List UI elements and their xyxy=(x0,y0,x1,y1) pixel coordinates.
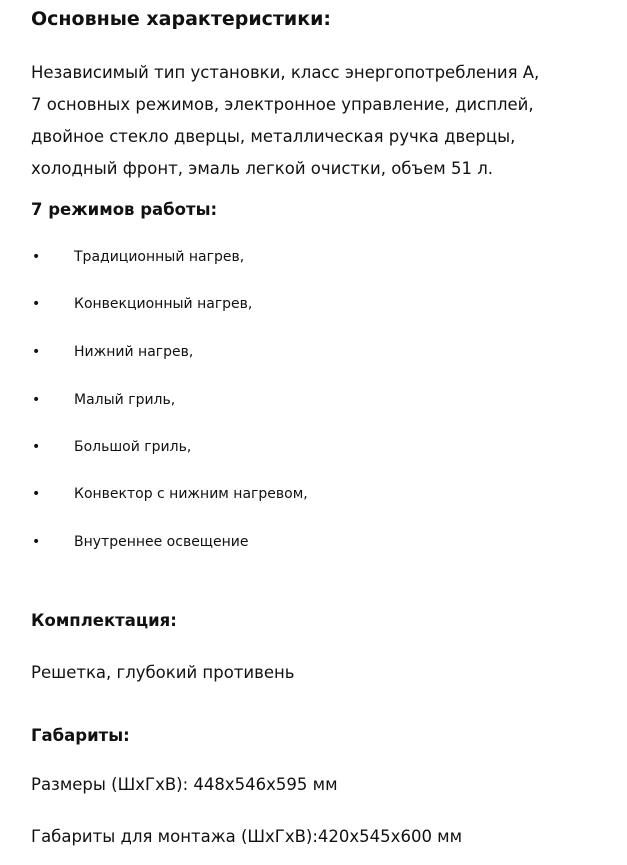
description-line: Независимый тип установки, класс энергопотребления А, xyxy=(31,63,540,82)
description-line: двойное стекло дверцы, металлическая ручка дверцы, xyxy=(31,127,516,146)
bullet-icon: • xyxy=(32,392,41,408)
list-item-label: Малый гриль, xyxy=(74,392,176,408)
description-line: 7 основных режимов, электронное управление, дисплей, xyxy=(31,95,534,114)
package-text: Решетка, глубокий противень xyxy=(31,663,295,682)
bullet-icon: • xyxy=(32,344,41,360)
main-heading: Основные характеристики: xyxy=(31,8,332,30)
list-item xyxy=(0,342,627,362)
package-heading: Комплектация: xyxy=(31,611,177,630)
list-item-label: Внутреннее освещение xyxy=(74,534,249,550)
bullet-icon: • xyxy=(32,486,41,502)
list-item-label: Конвектор с нижним нагревом, xyxy=(74,486,308,502)
dimensions-heading: Габариты: xyxy=(31,726,130,745)
list-item xyxy=(0,294,627,314)
list-item xyxy=(0,390,627,410)
list-item xyxy=(0,532,627,552)
bullet-icon: • xyxy=(32,296,41,312)
modes-heading: 7 режимов работы: xyxy=(31,200,218,219)
description xyxy=(31,57,621,185)
list-item-label: Большой гриль, xyxy=(74,439,192,455)
list-item-label: Традиционный нагрев, xyxy=(74,249,245,265)
list-item xyxy=(0,437,627,457)
bullet-icon: • xyxy=(32,534,41,550)
bullet-icon: • xyxy=(32,249,41,265)
list-item-label: Конвекционный нагрев, xyxy=(74,296,253,312)
bullet-icon: • xyxy=(32,439,41,455)
dimensions-size: Размеры (ШхГхВ): 448x546x595 мм xyxy=(31,775,338,794)
dimensions-mounting: Габариты для монтажа (ШхГхВ):420x545x600 мм xyxy=(31,827,463,846)
list-item xyxy=(0,484,627,504)
description-line: холодный фронт, эмаль легкой очистки, объем 51 л. xyxy=(31,159,494,178)
list-item-label: Нижний нагрев, xyxy=(74,344,194,360)
list-item xyxy=(0,247,627,267)
